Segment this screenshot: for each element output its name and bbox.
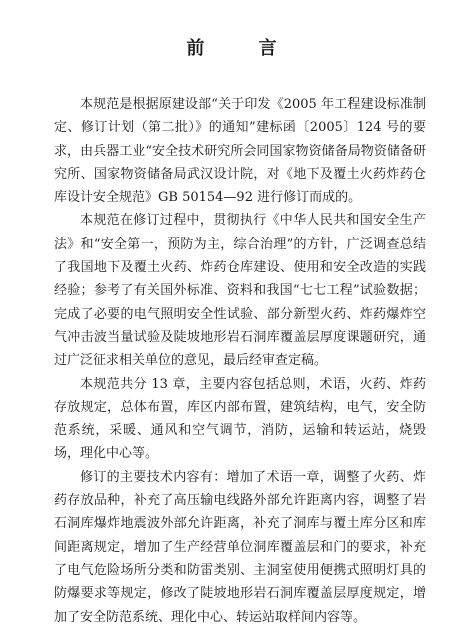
page-title: 前 言 — [186, 38, 301, 59]
paragraph-chapters: 本规范共分 13 章，主要内容包括总则，术语，火药、炸药存放规定，总体布置，库区内部布置，建筑结构，电气，安全防范系统，采暖、通风和空气调节，消防，运输和转运站，烧毁场，理化中心等。 — [54, 376, 426, 462]
paragraph-basis: 本规范是根据原建设部“关于印发《2005 年工程建设标准制定、修订计划（第二批）》的通知”建标函〔2005〕124 号的要求，由兵器工业“安全技术研究所会同国家物资储备局物资储备研究所、国家物资储备局武汉设计院，对《地下及覆土火药炸药仓库设计安全规范》GB 50154—92 进行修订而成的。 — [54, 97, 426, 206]
paragraph-revision-process: 本规范在修订过程中，贯彻执行《中华人民共和国安全生产法》和“安全第一，预防为主，综合治理”的方针，广泛调查总结了我国地下及覆土火药、炸药仓库建设、使用和安全改造的实践经验；参考了有关国外标准、资料和我国“七七工程”试验数据；完成了必要的电气照明安全性试验、部分新型火药、炸药爆炸空气冲击波当量试验及陡坡地形岩石洞库覆盖层厚度课题研究，通过广泛征求相关单位的意见，最后经审查定稿。 — [54, 213, 426, 369]
paragraph-technical-changes: 修订的主要技术内容有：增加了术语一章，调整了火药、炸药存放品种，补充了高压输电线路外部允许距离内容，调整了岩石洞库爆炸地震波外部允许距离，补充了洞库与覆土库分区和库间距离规定，增加了生产经营单位洞库覆盖层和门的要求，补充了电气危险场所分类和防雷类别、主洞室使用便携式照明灯具的防爆要求等规定，修改了陡坡地形岩石洞库覆盖层厚度规定，增加了安全防范系统、理化中心、转运站取样间内容等。 — [54, 469, 426, 625]
document-body — [54, 93, 426, 629]
